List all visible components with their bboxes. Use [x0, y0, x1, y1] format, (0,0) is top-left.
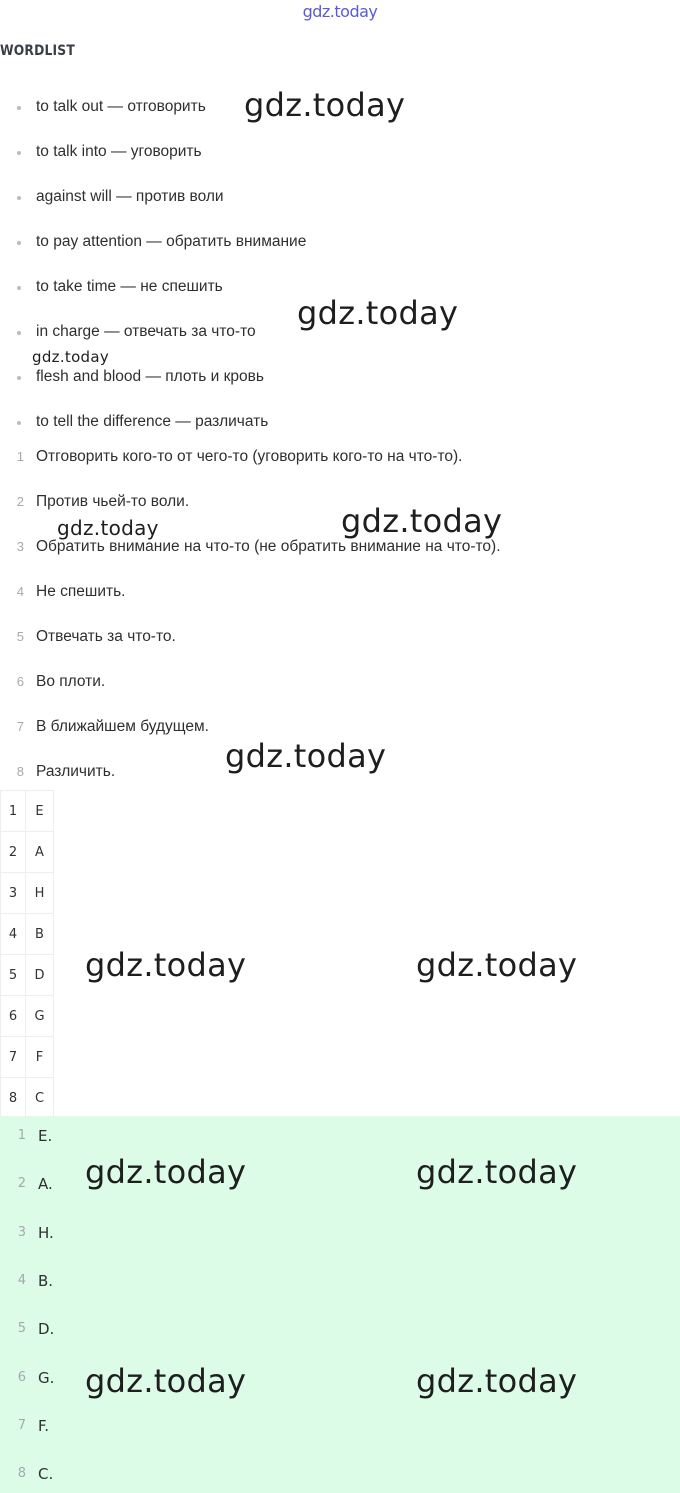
bullet-icon: [17, 376, 21, 380]
bullet-icon: [17, 286, 21, 290]
item-number: 1: [16, 449, 24, 464]
answer-text: B.: [38, 1272, 54, 1290]
bullet-icon: [17, 196, 21, 200]
site-logo[interactable]: gdz.today: [302, 2, 378, 21]
list-item-text: flesh and blood — плоть и кровь: [36, 368, 264, 385]
table-cell-number: 2: [1, 832, 26, 873]
table-cell-number: 5: [1, 955, 26, 996]
watermark: gdz.today: [297, 294, 459, 332]
bullet-icon: [17, 331, 21, 335]
table-cell-number: 8: [1, 1078, 26, 1119]
item-number: 7: [16, 719, 24, 734]
watermark: gdz.today: [416, 1362, 578, 1400]
answer-number: 2: [17, 1176, 26, 1191]
answer-text: G.: [38, 1369, 55, 1387]
list-item-text: in charge — отвечать за что-то: [36, 323, 256, 340]
item-number: 3: [16, 539, 24, 554]
answer-number: 1: [17, 1128, 26, 1143]
list-item-text: to talk out — отговорить: [36, 98, 206, 115]
item-number: 4: [16, 584, 24, 599]
table-cell-letter: F: [26, 1037, 54, 1078]
table-row: [1, 1078, 54, 1119]
table-cell-number: 6: [1, 996, 26, 1037]
watermark: gdz.today: [244, 86, 406, 124]
answer-number: 6: [17, 1370, 26, 1385]
answer-text: A.: [38, 1175, 53, 1193]
match-table: [0, 790, 54, 1119]
watermark: gdz.today: [32, 348, 110, 366]
answer-text: D.: [38, 1320, 55, 1338]
answer-number: 8: [17, 1466, 26, 1481]
list-item-text: to pay attention — обратить внимание: [36, 233, 307, 250]
watermark: gdz.today: [57, 516, 159, 540]
table-cell-letter: D: [26, 955, 54, 996]
item-number: 2: [16, 494, 24, 509]
answer-number: 5: [17, 1321, 26, 1336]
watermark: gdz.today: [416, 1153, 578, 1191]
bullet-icon: [17, 241, 21, 245]
translation-text: Обратить внимание на что-то (не обратить внимание на что-то).: [36, 538, 501, 555]
translation-text: Различить.: [36, 763, 116, 780]
translation-text: Отвечать за что-то.: [36, 628, 176, 645]
translation-text: В ближайшем будущем.: [36, 718, 209, 735]
wordlist-heading: WORDLIST: [0, 43, 75, 59]
table-row: [1, 791, 54, 832]
list-item-text: to take time — не спешить: [36, 278, 223, 295]
table-cell-number: 4: [1, 914, 26, 955]
table-row: [1, 996, 54, 1037]
watermark: gdz.today: [85, 1153, 247, 1191]
table-cell-letter: G: [26, 996, 54, 1037]
table-cell-number: 1: [1, 791, 26, 832]
bullet-icon: [17, 421, 21, 425]
watermark: gdz.today: [416, 946, 578, 984]
table-cell-number: 7: [1, 1037, 26, 1078]
table-row: [1, 955, 54, 996]
watermark: gdz.today: [225, 737, 387, 775]
table-row: [1, 873, 54, 914]
bullet-icon: [17, 151, 21, 155]
table-cell-letter: C: [26, 1078, 54, 1119]
watermark: gdz.today: [341, 502, 503, 540]
list-item-text: to tell the difference — различать: [36, 413, 269, 430]
answer-block: [0, 1116, 680, 1493]
table-row: [1, 1037, 54, 1078]
table-row: [1, 832, 54, 873]
table-row: [1, 914, 54, 955]
answer-text: E.: [38, 1127, 53, 1145]
answer-text: H.: [38, 1224, 54, 1242]
watermark: gdz.today: [85, 1362, 247, 1400]
item-number: 8: [16, 764, 24, 779]
answer-number: 7: [17, 1418, 26, 1433]
watermark: gdz.today: [85, 946, 247, 984]
answer-text: F.: [38, 1417, 49, 1435]
table-cell-letter: B: [26, 914, 54, 955]
list-item-text: to talk into — уговорить: [36, 143, 202, 160]
answer-text: C.: [38, 1465, 54, 1483]
item-number: 5: [16, 629, 24, 644]
translation-text: Не спешить.: [36, 583, 126, 600]
translation-text: Отговорить кого-то от чего-то (уговорить кого-то на что-то).: [36, 448, 463, 465]
table-cell-letter: E: [26, 791, 54, 832]
table-cell-number: 3: [1, 873, 26, 914]
answer-number: 3: [17, 1225, 26, 1240]
answer-number: 4: [17, 1273, 26, 1288]
item-number: 6: [16, 674, 24, 689]
table-cell-letter: H: [26, 873, 54, 914]
table-cell-letter: A: [26, 832, 54, 873]
list-item-text: against will — против воли: [36, 188, 224, 205]
translation-text: Во плоти.: [36, 673, 106, 690]
translation-text: Против чьей-то воли.: [36, 493, 190, 510]
bullet-icon: [17, 106, 21, 110]
